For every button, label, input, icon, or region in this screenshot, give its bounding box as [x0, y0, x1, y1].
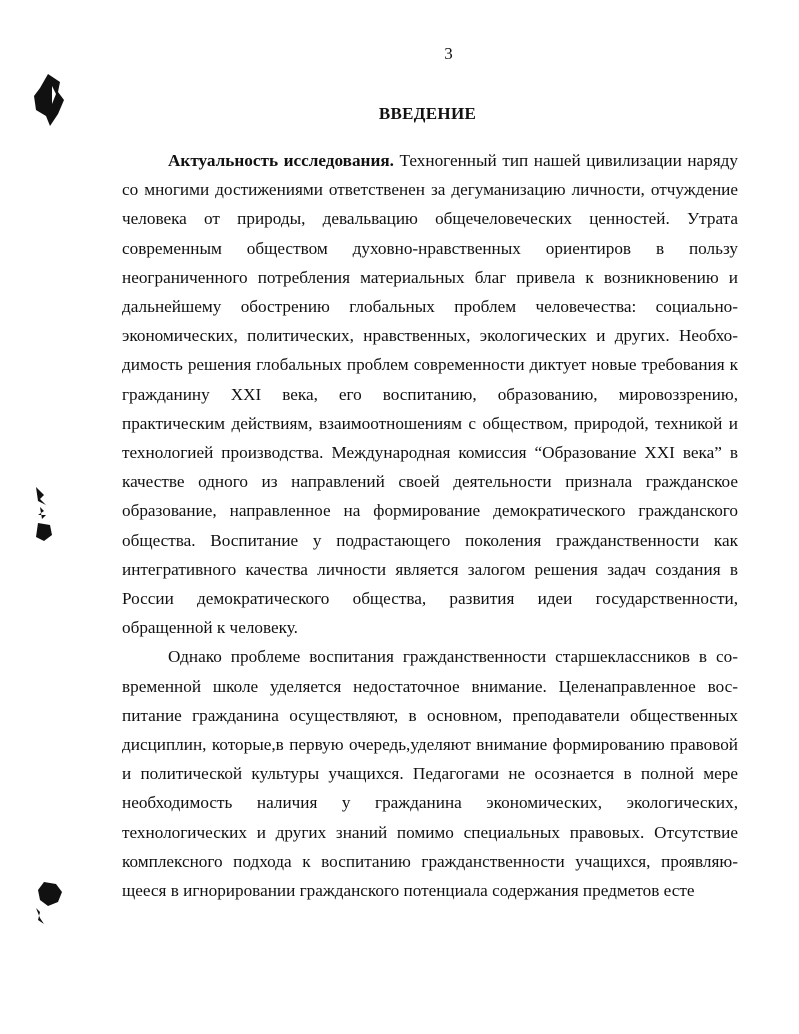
section-heading: ВВЕДЕНИЕ: [378, 104, 477, 123]
paragraph-text: Техногенный тип нашей цивилизации наряду со многими достижениями ответственен за дегуманизацию личности, отчуждение человека от природы, девальвацию общечеловеческих ценностей. Утрата современным обществом духовно-нравственных ориентиров в пользу неограниченного потребления материальных благ привела к возникновению и дальнейшему обострению глобальных проблем человечества: социальноэкономических, политических, нравственных, экологических и других. Необходимость решения глобальных проблем современности диктует новые требования к гражданину XXI века, его воспитанию, образованию, мировоззрению, практическим действиям, взаимоотношениям с обществом, природой, техникой и технологией производства. Международная комиссия “Образование XXI века” в качестве одного из направлений своей деятельности признала гражданское образование, направленное на формирование демократического гражданского общества. Воспитание у подрастающего поколения гражданственности как интегративного качества личности является залогом решения задач создания в России демократического общества, развития идеи государственности, обращенной к человеку.: [122, 151, 738, 638]
scan-mark-bottom-icon: [30, 878, 70, 926]
scan-mark-top-icon: [28, 70, 68, 128]
paragraph-lead: Актуальность исследования.: [168, 151, 394, 170]
paragraph-text: Однако проблеме воспитания гражданственности старшеклассников в современной школе уделяется недостаточное внимание. Целенаправленное воспитание гражданина осуществляют, в основном, преподаватели общественных дисциплин, которые,в первую очередь,уделяют внимание формированию правовой и политической культуры учащихся. Педагогами не осознается в полной мере необходимость наличия у гражданина экономических, экологических, технологических и других знаний помимо специальных правовых. Отсутствие комплексного подхода к воспитанию гражданственности учащихся, проявляющееся в игнорировании гражданского потенциала содержания предметов есте: [122, 647, 738, 901]
body-text: [122, 146, 738, 905]
scan-mark-middle-icon: [30, 485, 60, 545]
page-number: 3: [444, 44, 453, 63]
paragraph-1: [122, 146, 738, 642]
paragraph-2: [122, 642, 738, 905]
